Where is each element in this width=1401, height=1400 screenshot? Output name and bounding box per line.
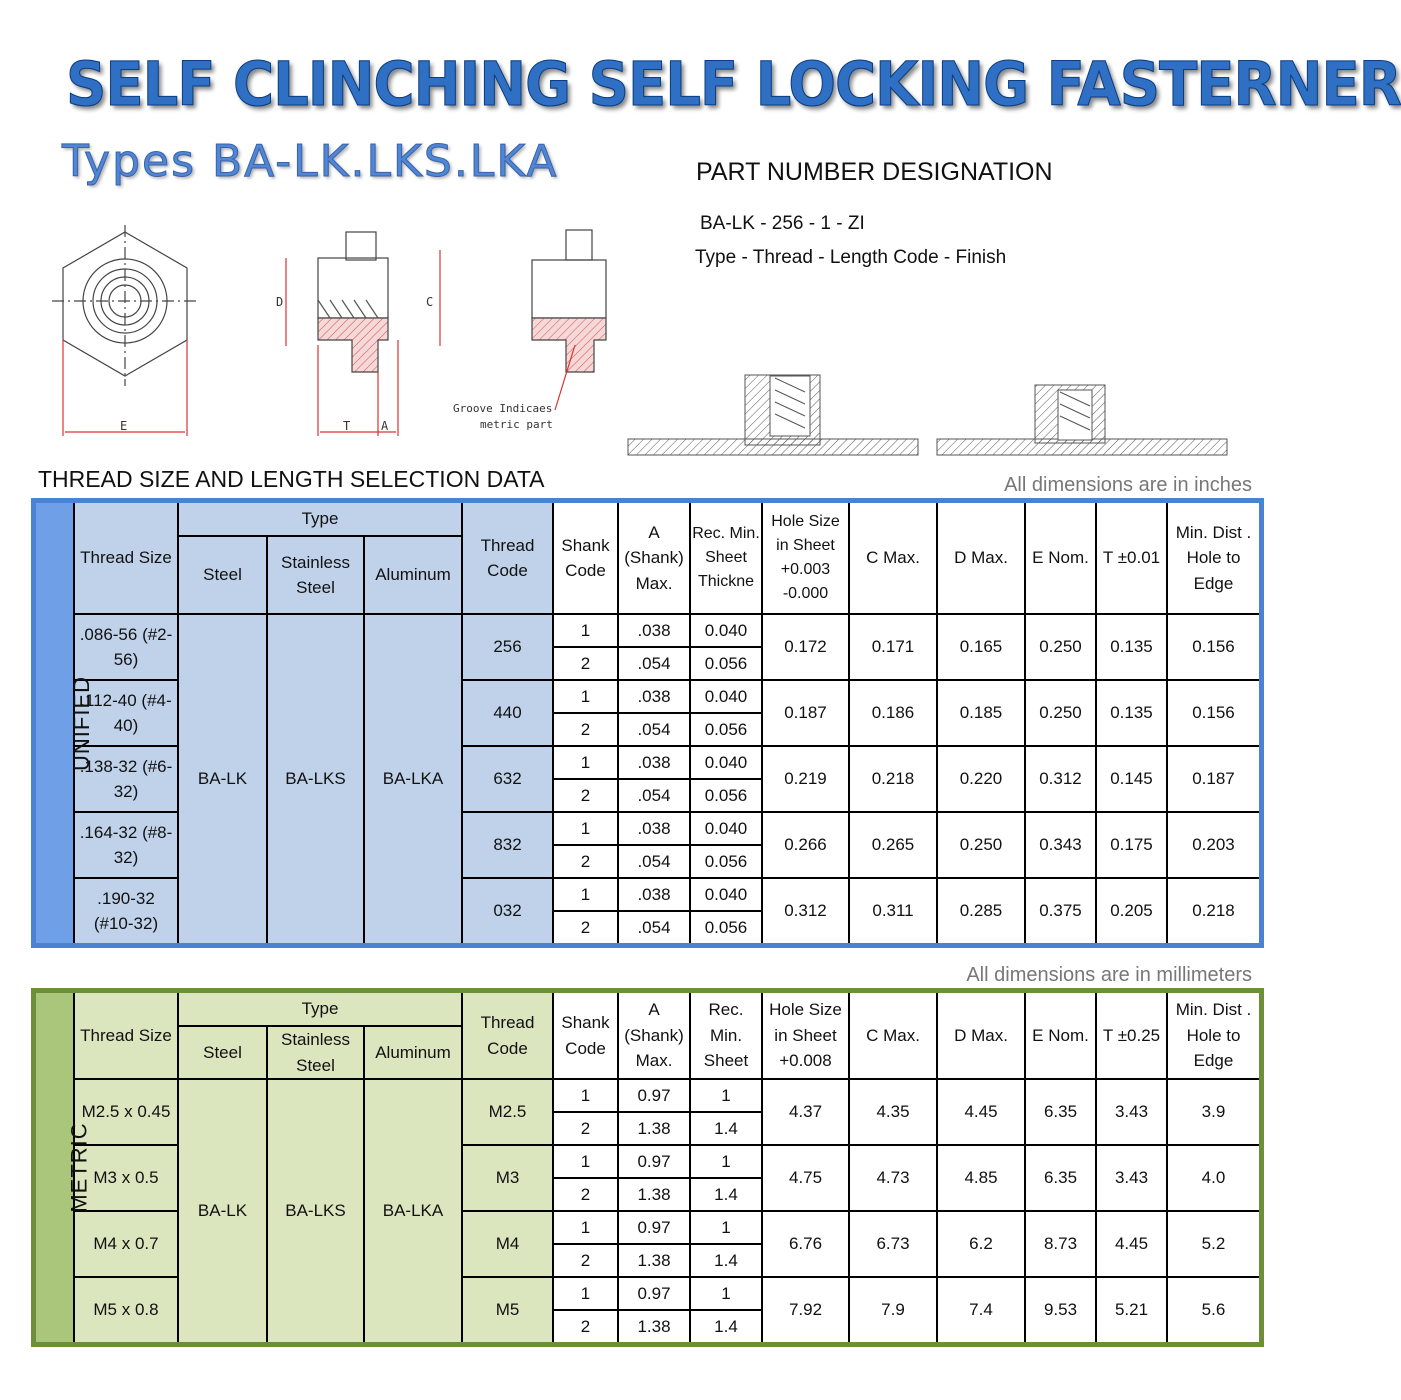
t-cell: 4.45 <box>1096 1211 1167 1277</box>
rec-sheet-cell: 0.040 <box>690 812 762 845</box>
e-nom-cell: 0.375 <box>1025 878 1096 944</box>
min-dist-cell: 0.187 <box>1167 746 1260 812</box>
a-shank-cell: .054 <box>618 713 690 746</box>
t-cell: 0.145 <box>1096 746 1167 812</box>
a-shank-cell: .054 <box>618 845 690 878</box>
metric-groove-view <box>532 230 606 410</box>
header-min-dist: Min. Dist . Hole to Edge <box>1167 502 1260 614</box>
rec-sheet-cell: 0.056 <box>690 779 762 812</box>
shank-code-cell: 1 <box>553 680 618 713</box>
a-shank-cell: .054 <box>618 911 690 944</box>
t-cell: 3.43 <box>1096 1145 1167 1211</box>
rec-sheet-cell: 1 <box>690 1277 762 1310</box>
t-cell: 0.135 <box>1096 680 1167 746</box>
dim-label-c: C <box>426 295 434 309</box>
d-max-cell: 0.285 <box>937 878 1025 944</box>
a-shank-cell: 1.38 <box>618 1310 690 1343</box>
table-row <box>34 614 1260 647</box>
thread-size-cell: .138-32 (#6-32) <box>74 746 178 812</box>
t-cell: 0.205 <box>1096 878 1167 944</box>
header-type: Type <box>178 992 462 1026</box>
dim-label-t: T <box>343 419 351 433</box>
thread-size-cell: .190-32 (#10-32) <box>74 878 178 944</box>
a-shank-cell: 1.38 <box>618 1244 690 1277</box>
d-max-cell: 7.4 <box>937 1277 1025 1343</box>
c-max-cell: 0.265 <box>849 812 937 878</box>
shank-code-cell: 2 <box>553 1112 618 1145</box>
side-section-view <box>286 232 440 436</box>
a-shank-cell: 0.97 <box>618 1211 690 1244</box>
e-nom-cell: 6.35 <box>1025 1145 1096 1211</box>
c-max-cell: 6.73 <box>849 1211 937 1277</box>
header-t: T ±0.01 <box>1096 502 1167 614</box>
min-dist-cell: 5.2 <box>1167 1211 1260 1277</box>
thread-code-cell: 440 <box>462 680 553 746</box>
thread-code-cell: 832 <box>462 812 553 878</box>
shank-code-cell: 1 <box>553 1145 618 1178</box>
hole-size-cell: 7.92 <box>762 1277 849 1343</box>
dim-label-d: D <box>276 295 284 309</box>
shank-code-cell: 2 <box>553 911 618 944</box>
a-shank-cell: 0.97 <box>618 1145 690 1178</box>
min-dist-cell: 0.156 <box>1167 614 1260 680</box>
header-e: E Nom. <box>1025 992 1096 1079</box>
hole-size-cell: 0.266 <box>762 812 849 878</box>
a-shank-cell: 1.38 <box>618 1112 690 1145</box>
min-dist-cell: 4.0 <box>1167 1145 1260 1211</box>
d-max-cell: 0.220 <box>937 746 1025 812</box>
a-shank-cell: .038 <box>618 614 690 647</box>
shank-code-cell: 1 <box>553 878 618 911</box>
a-shank-cell: .054 <box>618 647 690 680</box>
table-row <box>34 1079 1260 1112</box>
unified-side-label <box>34 502 94 944</box>
c-max-cell: 7.9 <box>849 1277 937 1343</box>
t-cell: 3.43 <box>1096 1079 1167 1145</box>
header-rec: Rec. Min. Sheet <box>690 992 762 1079</box>
min-dist-cell: 3.9 <box>1167 1079 1260 1145</box>
a-shank-cell: .038 <box>618 878 690 911</box>
d-max-cell: 0.165 <box>937 614 1025 680</box>
thread-code-cell: M3 <box>462 1145 553 1211</box>
a-shank-cell: .038 <box>618 746 690 779</box>
shank-code-cell: 2 <box>553 779 618 812</box>
metric-table <box>34 991 1261 1344</box>
c-max-cell: 0.311 <box>849 878 937 944</box>
thread-code-cell: M5 <box>462 1277 553 1343</box>
d-max-cell: 6.2 <box>937 1211 1025 1277</box>
e-nom-cell: 0.312 <box>1025 746 1096 812</box>
type-stainless-cell: BA-LKS <box>267 1079 364 1343</box>
unified-units-note: All dimensions are in inches <box>1004 474 1252 496</box>
t-cell: 0.135 <box>1096 614 1167 680</box>
rec-sheet-cell: 0.040 <box>690 614 762 647</box>
type-steel-cell: BA-LK <box>178 1079 267 1343</box>
header-hole: Hole Size in Sheet +0.003 -0.000 <box>762 502 849 614</box>
t-cell: 0.175 <box>1096 812 1167 878</box>
c-max-cell: 0.186 <box>849 680 937 746</box>
header-shank-code: Shank Code <box>553 502 618 614</box>
groove-label-line2: metric part <box>480 418 553 431</box>
hole-size-cell: 0.219 <box>762 746 849 812</box>
header-steel: Steel <box>178 1026 267 1079</box>
shank-code-cell: 2 <box>553 713 618 746</box>
thread-size-cell: .164-32 (#8-32) <box>74 812 178 878</box>
thread-code-cell: M4 <box>462 1211 553 1277</box>
header-stainless: Stainless Steel <box>267 536 364 614</box>
hole-size-cell: 0.172 <box>762 614 849 680</box>
shank-code-cell: 2 <box>553 845 618 878</box>
unified-table <box>34 501 1261 945</box>
header-c: C Max. <box>849 502 937 614</box>
header-thread-code: Thread Code <box>462 992 553 1079</box>
min-dist-cell: 0.156 <box>1167 680 1260 746</box>
a-shank-cell: .038 <box>618 680 690 713</box>
type-aluminum-cell: BA-LKA <box>364 1079 462 1343</box>
rec-sheet-cell: 1 <box>690 1211 762 1244</box>
rec-sheet-cell: 0.056 <box>690 845 762 878</box>
c-max-cell: 0.171 <box>849 614 937 680</box>
metric-section-label: METRIC <box>66 1122 92 1213</box>
hole-size-cell: 4.37 <box>762 1079 849 1145</box>
thread-size-cell: .112-40 (#4-40) <box>74 680 178 746</box>
min-dist-cell: 5.6 <box>1167 1277 1260 1343</box>
shank-code-cell: 2 <box>553 1310 618 1343</box>
rec-sheet-cell: 1.4 <box>690 1112 762 1145</box>
e-nom-cell: 0.343 <box>1025 812 1096 878</box>
part-number-legend: Type - Thread - Length Code - Finish <box>695 247 1007 268</box>
header-d: D Max. <box>937 992 1025 1079</box>
rec-sheet-cell: 1 <box>690 1079 762 1112</box>
thread-size-cell: M4 x 0.7 <box>74 1211 178 1277</box>
shank-code-cell: 2 <box>553 1178 618 1211</box>
header-c: C Max. <box>849 992 937 1079</box>
hole-size-cell: 0.187 <box>762 680 849 746</box>
dim-label-e: E <box>120 419 128 433</box>
header-rec: Rec. Min. Sheet Thickne <box>690 502 762 614</box>
type-aluminum-cell: BA-LKA <box>364 614 462 944</box>
shank-code-cell: 2 <box>553 1244 618 1277</box>
a-shank-cell: 1.38 <box>618 1178 690 1211</box>
fastener-drawings <box>0 200 1300 465</box>
header-min-dist: Min. Dist . Hole to Edge <box>1167 992 1260 1079</box>
c-max-cell: 4.35 <box>849 1079 937 1145</box>
page-subtitle: Types BA-LK.LKS.LKA <box>62 136 559 187</box>
rec-sheet-cell: 1 <box>690 1145 762 1178</box>
thread-size-cell: M5 x 0.8 <box>74 1277 178 1343</box>
header-d: D Max. <box>937 502 1025 614</box>
type-stainless-cell: BA-LKS <box>267 614 364 944</box>
rec-sheet-cell: 1.4 <box>690 1178 762 1211</box>
installed-view-2 <box>937 385 1227 455</box>
header-thread-code: Thread Code <box>462 502 553 614</box>
metric-units-note: All dimensions are in millimeters <box>966 964 1252 986</box>
header-e: E Nom. <box>1025 502 1096 614</box>
d-max-cell: 0.185 <box>937 680 1025 746</box>
d-max-cell: 4.45 <box>937 1079 1025 1145</box>
header-t: T ±0.25 <box>1096 992 1167 1079</box>
shank-code-cell: 1 <box>553 1079 618 1112</box>
shank-code-cell: 2 <box>553 647 618 680</box>
e-nom-cell: 0.250 <box>1025 680 1096 746</box>
header-a: A (Shank) Max. <box>618 502 690 614</box>
a-shank-cell: .054 <box>618 779 690 812</box>
header-steel: Steel <box>178 536 267 614</box>
rec-sheet-cell: 0.056 <box>690 647 762 680</box>
thread-code-cell: 256 <box>462 614 553 680</box>
header-thread-size: Thread Size <box>74 502 178 614</box>
header-type: Type <box>178 502 462 536</box>
d-max-cell: 0.250 <box>937 812 1025 878</box>
thread-size-cell: M3 x 0.5 <box>74 1145 178 1211</box>
c-max-cell: 4.73 <box>849 1145 937 1211</box>
min-dist-cell: 0.218 <box>1167 878 1260 944</box>
section-heading: THREAD SIZE AND LENGTH SELECTION DATA <box>38 466 545 492</box>
rec-sheet-cell: 1.4 <box>690 1310 762 1343</box>
header-shank-code: Shank Code <box>553 992 618 1079</box>
header-hole: Hole Size in Sheet +0.008 <box>762 992 849 1079</box>
d-max-cell: 4.85 <box>937 1145 1025 1211</box>
rec-sheet-cell: 0.040 <box>690 746 762 779</box>
header-a: A (Shank) Max. <box>618 992 690 1079</box>
rec-sheet-cell: 0.056 <box>690 911 762 944</box>
c-max-cell: 0.218 <box>849 746 937 812</box>
type-steel-cell: BA-LK <box>178 614 267 944</box>
hex-top-view <box>52 225 198 436</box>
rec-sheet-cell: 0.056 <box>690 713 762 746</box>
shank-code-cell: 1 <box>553 614 618 647</box>
thread-code-cell: 032 <box>462 878 553 944</box>
installed-view-1 <box>628 375 918 455</box>
e-nom-cell: 0.250 <box>1025 614 1096 680</box>
groove-label-line1: Groove Indicaes <box>453 402 553 415</box>
shank-code-cell: 1 <box>553 1211 618 1244</box>
part-number-example: BA-LK - 256 - 1 - ZI <box>700 213 865 234</box>
unified-section-label: UNIFIED <box>69 675 94 771</box>
page-title: SELF CLINCHING SELF LOCKING FASTERNER <box>66 50 1401 121</box>
header-thread-size: Thread Size <box>74 992 178 1079</box>
shank-code-cell: 1 <box>553 812 618 845</box>
t-cell: 5.21 <box>1096 1277 1167 1343</box>
rec-sheet-cell: 0.040 <box>690 680 762 713</box>
a-shank-cell: 0.97 <box>618 1277 690 1310</box>
thread-size-cell: M2.5 x 0.45 <box>74 1079 178 1145</box>
a-shank-cell: 0.97 <box>618 1079 690 1112</box>
rec-sheet-cell: 0.040 <box>690 878 762 911</box>
part-number-heading: PART NUMBER DESIGNATION <box>696 158 1053 186</box>
metric-side-label <box>34 992 92 1343</box>
hole-size-cell: 4.75 <box>762 1145 849 1211</box>
header-stainless: Stainless Steel <box>267 1026 364 1079</box>
shank-code-cell: 1 <box>553 1277 618 1310</box>
e-nom-cell: 8.73 <box>1025 1211 1096 1277</box>
rec-sheet-cell: 1.4 <box>690 1244 762 1277</box>
thread-code-cell: M2.5 <box>462 1079 553 1145</box>
shank-code-cell: 1 <box>553 746 618 779</box>
thread-size-cell: .086-56 (#2-56) <box>74 614 178 680</box>
hole-size-cell: 6.76 <box>762 1211 849 1277</box>
dim-label-a: A <box>381 419 389 433</box>
e-nom-cell: 6.35 <box>1025 1079 1096 1145</box>
header-aluminum: Aluminum <box>364 536 462 614</box>
hole-size-cell: 0.312 <box>762 878 849 944</box>
header-aluminum: Aluminum <box>364 1026 462 1079</box>
min-dist-cell: 0.203 <box>1167 812 1260 878</box>
e-nom-cell: 9.53 <box>1025 1277 1096 1343</box>
a-shank-cell: .038 <box>618 812 690 845</box>
thread-code-cell: 632 <box>462 746 553 812</box>
